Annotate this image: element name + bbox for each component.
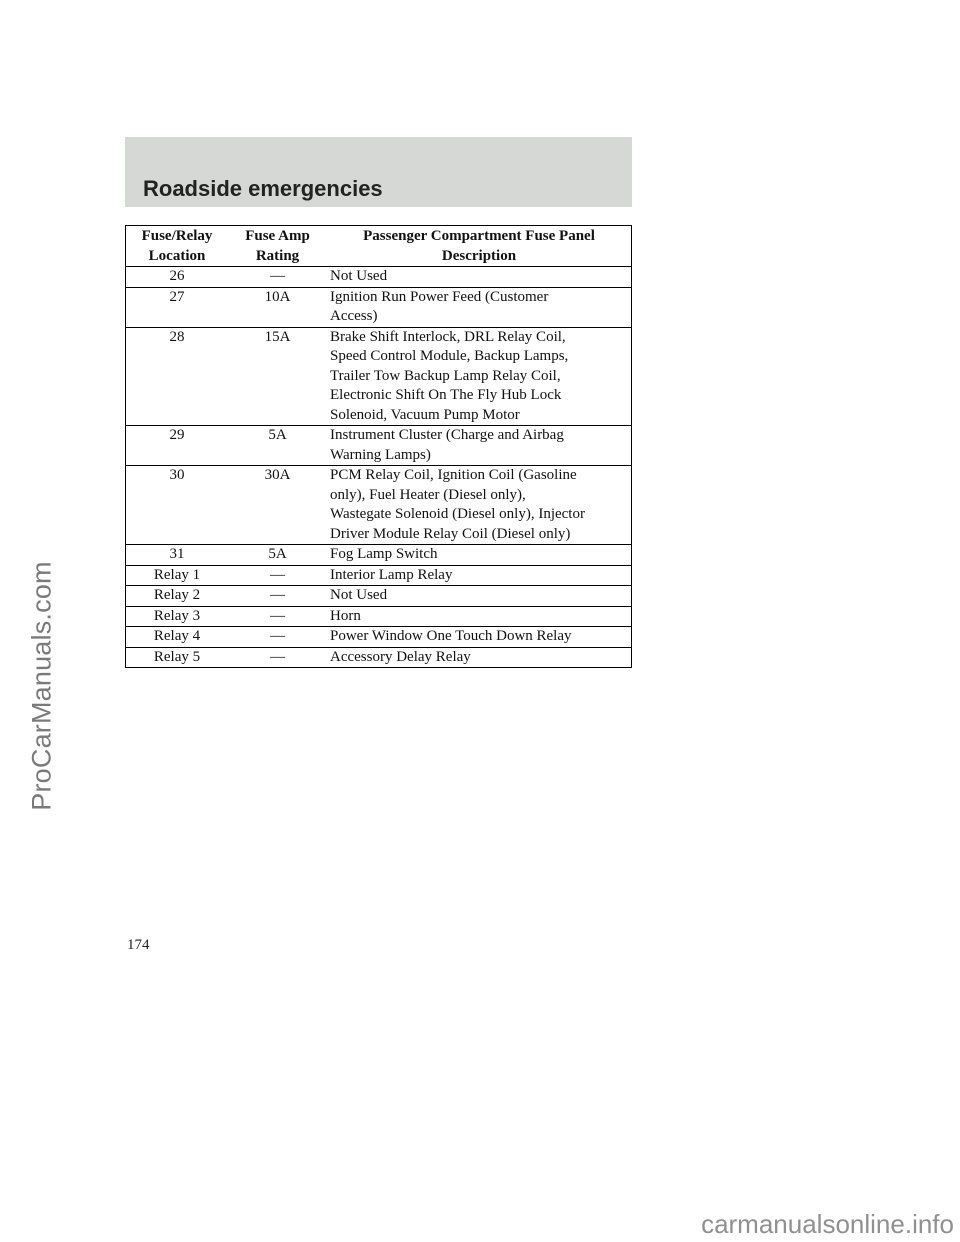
cell-amp-rating: 5A bbox=[228, 426, 327, 466]
column-header-description bbox=[327, 226, 632, 267]
fuse-table bbox=[125, 225, 632, 668]
table-row bbox=[126, 565, 632, 586]
cell-description bbox=[327, 327, 632, 426]
cell-description bbox=[327, 606, 632, 627]
cell-amp-rating: — bbox=[228, 586, 327, 607]
description-line: Trailer Tow Backup Lamp Relay Coil, bbox=[330, 367, 561, 384]
table-row bbox=[126, 267, 632, 288]
cell-amp-rating: — bbox=[228, 606, 327, 627]
description-line: Electronic Shift On The Fly Hub Lock bbox=[330, 387, 562, 403]
watermark-procarmanuals: ProCarManuals.com bbox=[26, 561, 57, 811]
column-header-amp bbox=[228, 226, 327, 267]
cell-amp-rating: 30A bbox=[228, 466, 327, 545]
cell-description bbox=[327, 627, 632, 648]
cell-location: 27 bbox=[126, 287, 229, 327]
cell-location: Relay 2 bbox=[126, 586, 229, 607]
column-header-line: Rating bbox=[255, 247, 300, 264]
cell-location: Relay 1 bbox=[126, 565, 229, 586]
cell-location: Relay 3 bbox=[126, 606, 229, 627]
description-line: Speed Control Module, Backup Lamps, bbox=[330, 348, 569, 364]
column-header-line: Location bbox=[148, 247, 206, 264]
cell-location: 30 bbox=[126, 466, 229, 545]
cell-location: 31 bbox=[126, 545, 229, 566]
column-header-line: Fuse/Relay bbox=[141, 228, 213, 244]
cell-description bbox=[327, 565, 632, 586]
table-header-row bbox=[126, 226, 632, 267]
cell-location: Relay 4 bbox=[126, 627, 229, 648]
cell-amp-rating: 10A bbox=[228, 287, 327, 327]
cell-description bbox=[327, 586, 632, 607]
column-header-line: Fuse Amp bbox=[245, 228, 310, 244]
description-line: Warning Lamps) bbox=[330, 446, 431, 463]
cell-amp-rating: 5A bbox=[228, 545, 327, 566]
table-row bbox=[126, 426, 632, 466]
description-line: Power Window One Touch Down Relay bbox=[330, 628, 572, 644]
description-line: Brake Shift Interlock, DRL Relay Coil, bbox=[330, 328, 566, 345]
table-row bbox=[126, 627, 632, 648]
cell-description bbox=[327, 287, 632, 327]
cell-location: Relay 5 bbox=[126, 647, 229, 668]
column-header-line: Description bbox=[441, 247, 517, 264]
cell-amp-rating: — bbox=[228, 647, 327, 668]
cell-description bbox=[327, 647, 632, 668]
table-row bbox=[126, 287, 632, 327]
table-row bbox=[126, 647, 632, 668]
description-line: PCM Relay Coil, Ignition Coil (Gasoline bbox=[330, 467, 577, 483]
description-line: Ignition Run Power Feed (Customer bbox=[330, 288, 549, 305]
cell-description bbox=[327, 267, 632, 288]
cell-location: 26 bbox=[126, 267, 229, 288]
cell-description bbox=[327, 426, 632, 466]
description-line: Not Used bbox=[330, 268, 388, 284]
table-row bbox=[126, 466, 632, 545]
description-line: Access) bbox=[330, 308, 378, 324]
description-line: Horn bbox=[330, 607, 361, 624]
description-line: Solenoid, Vacuum Pump Motor bbox=[330, 406, 520, 423]
cell-location: 29 bbox=[126, 426, 229, 466]
description-line: Interior Lamp Relay bbox=[330, 566, 453, 583]
cell-amp-rating: 15A bbox=[228, 327, 327, 426]
table-row bbox=[126, 606, 632, 627]
table-row bbox=[126, 327, 632, 426]
table-body bbox=[126, 267, 632, 668]
cell-amp-rating: — bbox=[228, 267, 327, 288]
description-line: Accessory Delay Relay bbox=[330, 648, 471, 665]
description-line: Wastegate Solenoid (Diesel only), Injector bbox=[330, 506, 585, 522]
description-line: Not Used bbox=[330, 587, 388, 603]
description-line: Fog Lamp Switch bbox=[330, 546, 438, 562]
cell-amp-rating: — bbox=[228, 565, 327, 586]
cell-amp-rating: — bbox=[228, 627, 327, 648]
section-title: Roadside emergencies bbox=[143, 176, 383, 201]
cell-location: 28 bbox=[126, 327, 229, 426]
cell-description bbox=[327, 545, 632, 566]
column-header-location bbox=[126, 226, 229, 267]
column-header-line: Passenger Compartment Fuse Panel bbox=[363, 228, 595, 244]
page-number: 174 bbox=[127, 937, 150, 953]
description-line: Instrument Cluster (Charge and Airbag bbox=[330, 427, 564, 443]
description-line: Driver Module Relay Coil (Diesel only) bbox=[330, 525, 571, 542]
table-row bbox=[126, 586, 632, 607]
cell-description bbox=[327, 466, 632, 545]
description-line: only), Fuel Heater (Diesel only), bbox=[330, 486, 526, 503]
watermark-carmanualsonline: carmanualsonline.info bbox=[701, 1209, 954, 1239]
table-row bbox=[126, 545, 632, 566]
